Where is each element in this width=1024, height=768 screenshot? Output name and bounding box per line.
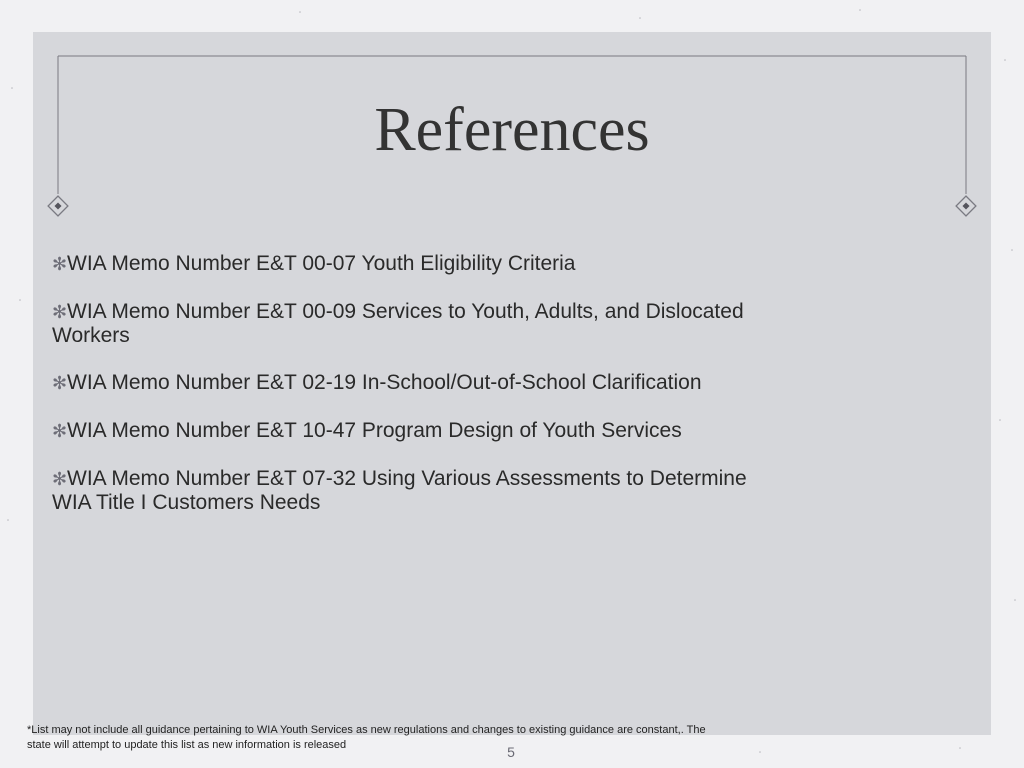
page-number: 5 <box>507 744 515 760</box>
asterisk-bullet-icon: ✻ <box>52 421 68 441</box>
asterisk-bullet-icon: ✻ <box>52 254 68 274</box>
footnote: *List may not include all guidance pertaining to WIA Youth Services as new regulations and changes to existing guidance are constant,. The state will attempt to update this list as new information is released <box>27 724 706 751</box>
references-list <box>52 252 752 538</box>
left-diamond-ornament-icon <box>48 196 68 216</box>
list-item <box>52 467 752 514</box>
list-item <box>52 252 752 276</box>
list-item-text: WIA Memo Number E&T 07-32 Using Various Assessments to Determine WIA Title I Customers Needs <box>52 467 747 514</box>
right-diamond-ornament-icon <box>956 196 976 216</box>
asterisk-bullet-icon: ✻ <box>52 373 68 393</box>
list-item <box>52 419 752 443</box>
list-item-text: WIA Memo Number E&T 10-47 Program Design of Youth Services <box>67 419 682 442</box>
list-item-text: WIA Memo Number E&T 00-09 Services to Youth, Adults, and Dislocated Workers <box>52 300 744 347</box>
list-item-text: WIA Memo Number E&T 02-19 In-School/Out-of-School Clarification <box>67 371 702 394</box>
asterisk-bullet-icon: ✻ <box>52 302 68 322</box>
list-item <box>52 371 752 395</box>
asterisk-bullet-icon: ✻ <box>52 469 68 489</box>
list-item <box>52 300 752 347</box>
list-item-text: WIA Memo Number E&T 00-07 Youth Eligibility Criteria <box>67 252 576 275</box>
slide-title: References <box>374 96 650 164</box>
